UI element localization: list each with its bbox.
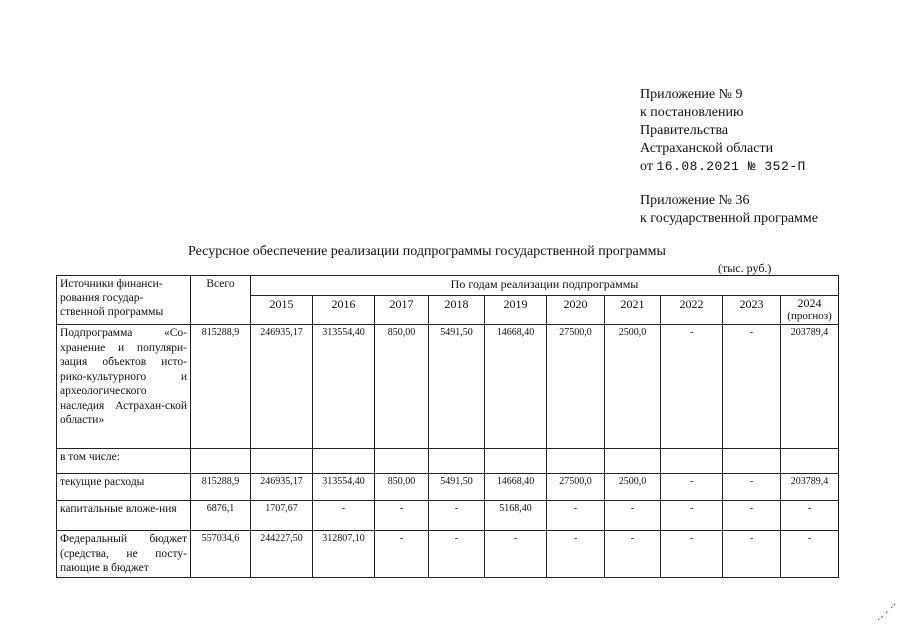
row-value: - bbox=[781, 531, 839, 578]
row-value: 203789,4 bbox=[781, 474, 839, 501]
header-year: 2015 bbox=[251, 296, 313, 325]
header-year: 2018 bbox=[429, 296, 485, 325]
row-value bbox=[251, 449, 313, 474]
row-value: - bbox=[375, 531, 429, 578]
header-year-forecast bbox=[781, 296, 839, 325]
header-year: 2021 bbox=[605, 296, 661, 325]
table-row bbox=[57, 531, 839, 578]
row-value: - bbox=[547, 501, 605, 531]
appendix-9-date-line bbox=[640, 158, 890, 176]
header-total: Всего bbox=[191, 276, 251, 325]
row-value bbox=[429, 449, 485, 474]
row-value: 1707,67 bbox=[251, 501, 313, 531]
row-source: в том числе: bbox=[57, 449, 191, 474]
row-value: - bbox=[429, 501, 485, 531]
units-label: (тыс. руб.) bbox=[718, 261, 772, 275]
row-value: 244227,50 bbox=[251, 531, 313, 578]
row-value: - bbox=[605, 531, 661, 578]
row-value: 313554,40 bbox=[313, 325, 375, 449]
appendix-9-line: Астраханской области bbox=[640, 141, 774, 156]
row-value: 27500,0 bbox=[547, 474, 605, 501]
resource-table bbox=[56, 275, 839, 578]
appendix-header bbox=[640, 86, 890, 228]
appendix-36-line: к государственной программе bbox=[640, 211, 818, 226]
header-year: 2020 bbox=[547, 296, 605, 325]
row-value: 27500,0 bbox=[547, 325, 605, 449]
appendix-36-title: Приложение № 36 bbox=[640, 193, 750, 208]
row-value: - bbox=[723, 501, 781, 531]
row-value: - bbox=[723, 474, 781, 501]
row-total: 6876,1 bbox=[191, 501, 251, 531]
header-year-label: 2024 bbox=[797, 296, 822, 310]
row-value: - bbox=[547, 531, 605, 578]
row-source: капитальные вложе-ния bbox=[57, 501, 191, 531]
table-row bbox=[57, 449, 839, 474]
row-value: - bbox=[723, 325, 781, 449]
table-row bbox=[57, 474, 839, 501]
row-value bbox=[781, 449, 839, 474]
row-value: - bbox=[375, 501, 429, 531]
row-value: - bbox=[723, 531, 781, 578]
scan-mark-icon bbox=[876, 600, 898, 622]
row-value bbox=[375, 449, 429, 474]
row-value bbox=[661, 449, 723, 474]
row-value: - bbox=[313, 501, 375, 531]
row-value: - bbox=[661, 474, 723, 501]
row-value: 203789,4 bbox=[781, 325, 839, 449]
appendix-9-title: Приложение № 9 bbox=[640, 87, 743, 102]
row-value: - bbox=[661, 325, 723, 449]
appendix-9-date-number: 16.08.2021 № 352-П bbox=[656, 159, 806, 174]
header-year: 2017 bbox=[375, 296, 429, 325]
row-value: 5491,50 bbox=[429, 325, 485, 449]
row-value: - bbox=[485, 531, 547, 578]
row-source: текущие расходы bbox=[57, 474, 191, 501]
row-value: 246935,17 bbox=[251, 325, 313, 449]
header-source: Источники финанси-рования государ-ственной программы bbox=[57, 276, 191, 325]
row-value: 14668,40 bbox=[485, 325, 547, 449]
appendix-9-line: Правительства bbox=[640, 123, 729, 138]
row-value: 14668,40 bbox=[485, 474, 547, 501]
document-title: Ресурсное обеспечение реализации подпрограммы государственной программы bbox=[188, 244, 666, 259]
row-value: 850,00 bbox=[375, 325, 429, 449]
row-source: Федеральный бюджет (средства, не посту-пающие в бюджет bbox=[57, 531, 191, 578]
row-value bbox=[547, 449, 605, 474]
row-value bbox=[605, 449, 661, 474]
header-year: 2023 bbox=[723, 296, 781, 325]
row-value: 2500,0 bbox=[605, 325, 661, 449]
row-total: 557034,6 bbox=[191, 531, 251, 578]
row-value bbox=[485, 449, 547, 474]
table-row bbox=[57, 501, 839, 531]
row-value: 2500,0 bbox=[605, 474, 661, 501]
appendix-9-from: от bbox=[640, 159, 653, 174]
row-total: 815288,9 bbox=[191, 325, 251, 449]
row-value: 5168,40 bbox=[485, 501, 547, 531]
row-value: - bbox=[781, 501, 839, 531]
row-total bbox=[191, 449, 251, 474]
row-value: 850,00 bbox=[375, 474, 429, 501]
table-header-row bbox=[57, 276, 839, 296]
header-year: 2019 bbox=[485, 296, 547, 325]
header-year-forecast-note: (прогноз) bbox=[787, 310, 832, 322]
row-value: - bbox=[429, 531, 485, 578]
appendix-9-line: к постановлению bbox=[640, 105, 744, 120]
header-year: 2022 bbox=[661, 296, 723, 325]
table-row bbox=[57, 325, 839, 449]
row-source: Подпрограмма «Со-хранение и популяри-зация объектов исто-рико-культурного и археологического наследия Астрахан-ской области» bbox=[57, 325, 191, 449]
row-value: - bbox=[661, 531, 723, 578]
row-value: - bbox=[661, 501, 723, 531]
header-years-group: По годам реализации подпрограммы bbox=[251, 276, 839, 296]
header-year: 2016 bbox=[313, 296, 375, 325]
row-value: 246935,17 bbox=[251, 474, 313, 501]
row-value: 313554,40 bbox=[313, 474, 375, 501]
row-total: 815288,9 bbox=[191, 474, 251, 501]
row-value bbox=[723, 449, 781, 474]
row-value: 5491,50 bbox=[429, 474, 485, 501]
row-value bbox=[313, 449, 375, 474]
row-value: 312807,10 bbox=[313, 531, 375, 578]
row-value: - bbox=[605, 501, 661, 531]
